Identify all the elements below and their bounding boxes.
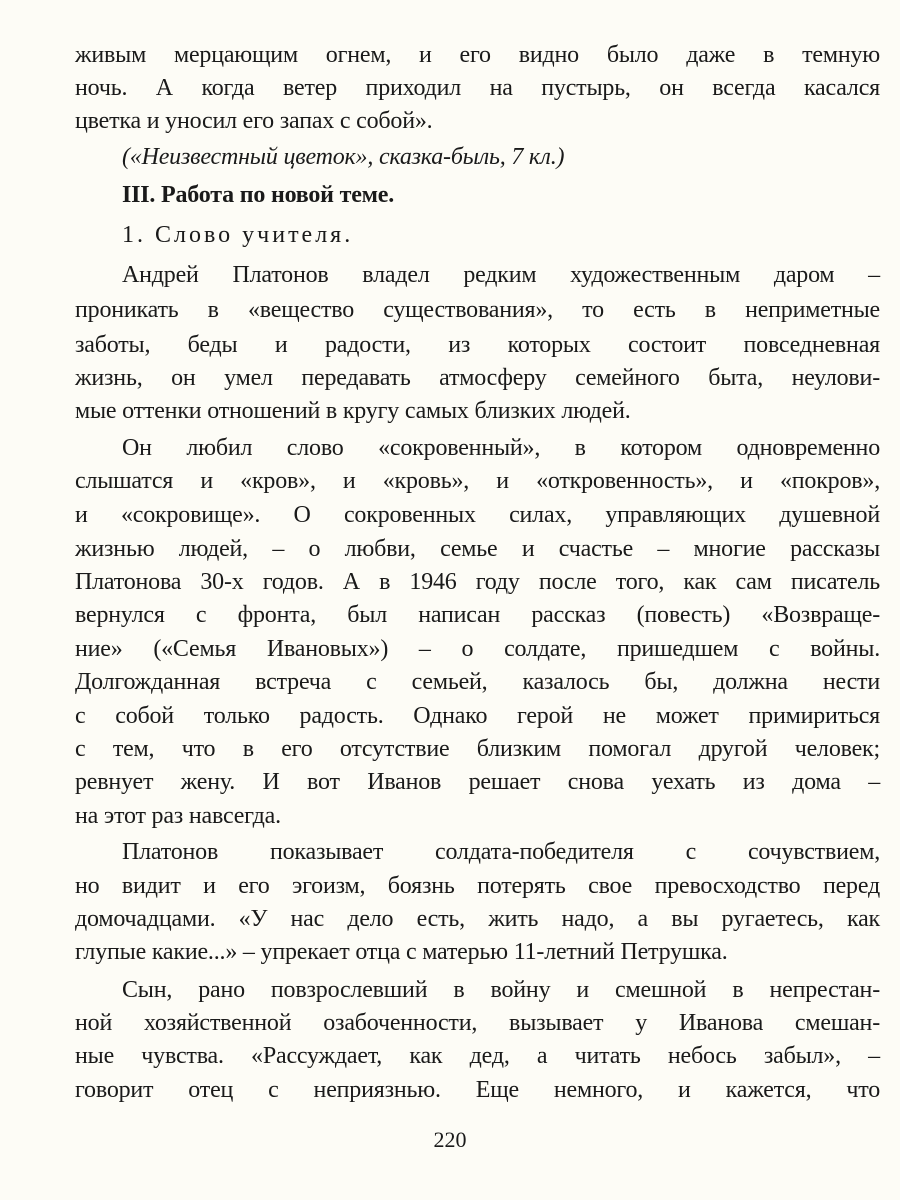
text-line: заботы, беды и радости, из которых состоит повседневная [75, 332, 880, 358]
text-line: Платонова 30-х годов. А в 1946 году после того, как сам писатель [75, 569, 880, 595]
text-line: с тем, что в его отсутствие близким помогал другой человек; [75, 736, 880, 762]
text-line: и «сокровище». О сокровенных силах, управляющих душевной [75, 502, 880, 528]
text-line: Сын, рано повзрослевший в войну и смешной в непрестан- [122, 977, 880, 1003]
text-line: жизнь, он умел передавать атмосферу семейного быта, неулови- [75, 365, 880, 391]
text-line: но видит и его эгоизм, боязнь потерять свое превосходство перед [75, 873, 880, 899]
section-heading: III. Работа по новой теме. [122, 182, 395, 208]
page-number: 220 [433, 1127, 467, 1152]
text-line: жизнью людей, – о любви, семье и счастье – многие рассказы [75, 536, 880, 562]
text-line: Долгожданная встреча с семьей, казалось бы, должна нести [75, 669, 880, 695]
text-line: вернулся с фронта, был написан рассказ (повесть) «Возвраще- [75, 602, 880, 628]
text-line: Андрей Платонов владел редким художественным даром – [122, 262, 880, 288]
text-line: ние» («Семья Ивановых») – о солдате, пришедшем с войны. [75, 636, 880, 662]
text-line: ной хозяйственной озабоченности, вызывает у Иванова смешан- [75, 1010, 880, 1036]
subsection-heading: 1. Слово учителя. [122, 222, 354, 248]
text-line: ные чувства. «Рассуждает, как дед, а читать небось забыл», – [75, 1043, 880, 1069]
text-line: цветка и уносил его запах с собой». [75, 108, 433, 134]
text-line: с собой только радость. Однако герой не может примириться [75, 703, 880, 729]
text-line: ночь. А когда ветер приходил на пустырь, он всегда касался [75, 75, 880, 101]
text-line: проникать в «вещество существования», то есть в неприметные [75, 297, 880, 323]
text-line: Платонов показывает солдата-победителя с сочувствием, [122, 839, 880, 865]
text-line: на этот раз навсегда. [75, 803, 281, 829]
text-line: мые оттенки отношений в кругу самых близких людей. [75, 398, 631, 424]
text-line: Он любил слово «сокровенный», в котором одновременно [122, 435, 880, 461]
text-line: домочадцами. «У нас дело есть, жить надо, а вы ругаетесь, как [75, 906, 880, 932]
text-line: глупые какие...» – упрекает отца с матерью 11-летний Петрушка. [75, 939, 728, 965]
text-line: говорит отец с неприязнью. Еще немного, и кажется, что [75, 1077, 880, 1103]
text-line: ревнует жену. И вот Иванов решает снова уехать из дома – [75, 769, 880, 795]
text-line: слышатся и «кров», и «кровь», и «откровенность», и «покров», [75, 468, 880, 494]
text-line: живым мерцающим огнем, и его видно было даже в темную [75, 42, 880, 68]
citation-line: («Неизвестный цветок», сказка-быль, 7 кл.) [122, 144, 565, 170]
